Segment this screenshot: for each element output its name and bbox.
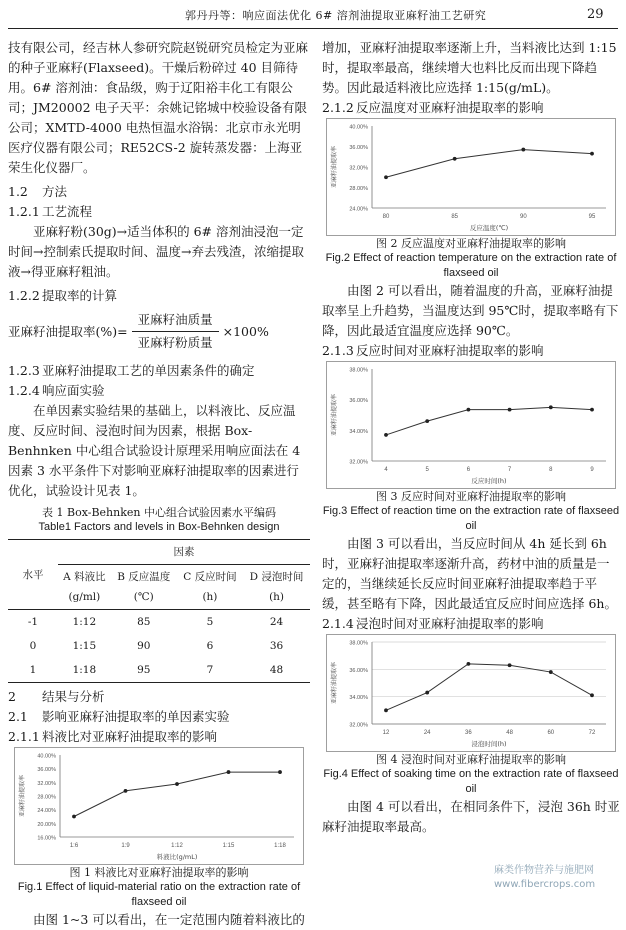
chart-fig4 <box>326 634 616 752</box>
figure-caption <box>8 865 310 910</box>
section-title: 影响亚麻籽油提取率的单因素实验 <box>42 709 230 724</box>
formula-lhs: 亚麻籽油提取率(%)= <box>8 323 128 339</box>
left-column <box>8 36 310 930</box>
y-tick-label: 34.00% <box>349 428 368 435</box>
paragraph: 增加，亚麻籽油提取率逐渐上升，当料液比达到 1:15 时，提取率最高，继续增大也料比反而出现下降趋势。因此最适料液比应选择 1:15(g/mL)。 <box>322 40 617 95</box>
data-point <box>384 175 388 179</box>
figure-caption <box>322 489 620 534</box>
x-tick-label: 1:9 <box>121 843 130 849</box>
section-heading <box>8 707 310 727</box>
y-tick-label: 24.00% <box>37 808 56 815</box>
section-title: 响应面实验 <box>42 383 105 398</box>
section-title: 亚麻籽油提取工艺的单因素条件的确定 <box>42 363 255 378</box>
figure-caption-en: Fig.4 Effect of soaking time on the extraction rate of flaxseed oil <box>323 768 619 795</box>
chart-frame <box>15 748 304 865</box>
section-number: 2.1 <box>8 709 28 724</box>
table-column-header: C 反应时间 (h) <box>183 571 237 603</box>
x-axis-label: 反应时间(h) <box>471 477 507 485</box>
table-row: -1 1:12 85 5 24 <box>27 616 284 628</box>
y-tick-label: 34.00% <box>349 695 368 702</box>
extraction-rate-formula <box>8 310 310 353</box>
data-point <box>384 708 388 712</box>
data-point <box>124 789 128 793</box>
watermark <box>494 864 595 892</box>
formula-fraction <box>132 310 219 353</box>
table-row: 0 1:15 90 6 36 <box>29 640 284 652</box>
page-header <box>0 0 626 30</box>
watermark-line1: 麻类作物营养与施肥网 <box>494 865 594 876</box>
table-row: 1 1:18 95 7 48 <box>8 658 310 683</box>
data-point <box>467 408 471 412</box>
data-point <box>508 663 512 667</box>
y-tick-label: 32.00% <box>349 165 368 172</box>
y-tick-label: 38.00% <box>349 367 368 374</box>
y-axis-label: 亚麻籽油提取率 <box>331 393 338 437</box>
y-axis-label: 亚麻籽油提取率 <box>19 774 26 818</box>
x-tick-label: 95 <box>588 214 596 220</box>
section-title: 料液比对亚麻籽油提取率的影响 <box>42 729 218 744</box>
y-tick-label: 20.00% <box>37 821 56 828</box>
running-title: 郭丹丹等：响应面法优化 6# 溶剂油提取亚麻籽油工艺研究 <box>185 9 487 22</box>
chart-fig2 <box>326 118 616 236</box>
section-number: 1.2.4 <box>8 383 40 398</box>
data-point <box>384 433 388 437</box>
figure-caption-en: Fig.2 Effect of reaction temperature on the extraction rate of flaxseed oil <box>325 252 617 279</box>
x-tick-label: 85 <box>451 214 459 220</box>
section-heading <box>322 614 620 634</box>
y-tick-label: 32.00% <box>349 459 368 466</box>
section-number: 1.2.1 <box>8 204 40 219</box>
data-point <box>508 408 512 412</box>
figure-caption-cn: 图 2 反应温度对亚麻籽油提取率的影响 <box>376 237 566 250</box>
table-column-header: B 反应温度 (℃) <box>117 571 171 603</box>
y-axis-label: 亚麻籽油提取率 <box>331 145 338 189</box>
section-title: 反应时间对亚麻籽油提取率的影响 <box>356 343 544 358</box>
table-caption-cn: 表 1 Box-Behnken 中心组合试验因素水平编码 <box>42 506 276 519</box>
y-tick-label: 32.00% <box>37 780 56 787</box>
section-title: 反应温度对亚麻籽油提取率的影响 <box>356 100 544 115</box>
table-caption <box>8 505 310 535</box>
section-heading <box>322 98 620 118</box>
formula-tail: ×100% <box>222 323 269 339</box>
section-title: 方法 <box>42 184 68 199</box>
y-tick-label: 36.00% <box>349 398 368 405</box>
data-point <box>227 770 231 774</box>
watermark-line2: www.fibercrops.com <box>494 879 596 890</box>
x-tick-label: 72 <box>588 730 596 736</box>
section-number: 1.2.2 <box>8 288 40 303</box>
section-title: 结果与分析 <box>42 689 105 704</box>
data-point <box>175 782 179 786</box>
y-tick-label: 28.00% <box>37 794 56 801</box>
formula-denominator: 亚麻籽粉质量 <box>137 335 213 350</box>
x-tick-label: 36 <box>465 730 472 736</box>
table-column-header: A 料液比 (g/ml) <box>63 571 106 603</box>
section-number: 1.2 <box>8 184 28 199</box>
section-number: 2.1.4 <box>322 616 354 631</box>
data-point <box>590 152 594 156</box>
figure-caption-cn: 图 4 浸泡时间对亚麻籽油提取率的影响 <box>376 753 566 766</box>
figure-caption-en: Fig.1 Effect of liquid-material ratio on the extraction rate of flaxseed oil <box>17 881 301 908</box>
table-column-header: D 浸泡时间 (h) <box>249 571 304 603</box>
paragraph: 由图 3 可以看出，当反应时间从 4h 延长到 6h 时，亚麻籽油提取率逐渐升高，药材中油的质量是一定的，当继续延长反应时间亚麻籽油提取率趋于平缓，甚至略有下降，因此最适宜反应时间应选择 6h。 <box>322 536 617 611</box>
paragraph: 由图 2 可以看出，随着温度的升高，亚麻籽油提取率呈上升趋势，当温度达到 95℃时，提取率略有下降，因此最适宜温度应选择 90℃。 <box>322 283 619 338</box>
right-column <box>322 36 620 837</box>
x-tick-label: 4 <box>384 467 388 473</box>
y-tick-label: 16.00% <box>37 835 56 842</box>
section-heading <box>8 381 310 401</box>
y-tick-label: 28.00% <box>349 186 368 192</box>
x-tick-label: 7 <box>507 467 512 473</box>
section-heading <box>8 202 310 222</box>
y-tick-label: 38.00% <box>349 640 368 647</box>
chart-frame <box>327 362 616 489</box>
section-heading <box>8 286 310 306</box>
section-number: 2.1.2 <box>322 100 354 115</box>
x-tick-label: 24 <box>423 730 431 736</box>
data-point <box>549 670 553 674</box>
data-point <box>425 691 429 695</box>
table-caption-en: Table1 Factors and levels in Box-Behnken design <box>38 521 280 533</box>
section-heading <box>322 341 620 361</box>
y-tick-label: 40.00% <box>349 124 368 131</box>
x-axis-label: 浸泡时间(h) <box>471 740 507 748</box>
section-title: 提取率的计算 <box>42 288 118 303</box>
x-tick-label: 90 <box>519 214 527 220</box>
x-tick-label: 80 <box>382 214 390 220</box>
x-tick-label: 1:6 <box>69 843 79 849</box>
paragraph: 技有限公司，经吉林人参研究院赵锐研究员检定为亚麻的种子亚麻籽(Flaxseed)。干燥后粉碎过 40 目筛待用。6# 溶剂油：食品级，购于辽阳裕丰化工有限公司；JM20002 电子天平：余姚记铭城中校验设备有限公司；XMTD-4000 电热恒温水浴锅：北京市永光明医疗仪器有限公司；RE52CS-2 旋转蒸发器：上海亚荣生化仪器厂。 <box>8 40 309 175</box>
x-tick-label: 12 <box>382 730 390 736</box>
y-tick-label: 40.00% <box>37 753 56 760</box>
paragraph: 亚麻籽粉(30g)→适当体积的 6# 溶剂油浸泡一定时间→控制索氏提取时间、温度→弃去残渣，浓缩提取液→得亚麻籽粗油。 <box>8 224 304 279</box>
x-tick-label: 6 <box>466 467 471 473</box>
factor-level-table <box>8 539 310 683</box>
y-tick-label: 32.00% <box>349 722 368 729</box>
section-number: 1.2.3 <box>8 363 40 378</box>
data-point <box>425 419 429 423</box>
y-tick-label: 36.00% <box>349 667 368 674</box>
x-tick-label: 8 <box>549 467 553 473</box>
data-point <box>453 157 457 161</box>
x-tick-label: 1:15 <box>222 843 235 849</box>
header-rule <box>8 28 618 29</box>
section-heading <box>8 687 310 707</box>
data-point <box>590 408 594 412</box>
data-point <box>521 148 525 152</box>
data-point <box>278 770 282 774</box>
figure-caption <box>322 752 620 797</box>
x-tick-label: 1:12 <box>171 843 183 849</box>
figure-caption <box>322 236 620 281</box>
section-heading <box>8 727 310 747</box>
y-tick-label: 36.00% <box>37 767 56 774</box>
chart-fig1 <box>14 747 304 865</box>
x-tick-label: 9 <box>590 467 594 473</box>
y-axis-label: 亚麻籽油提取率 <box>331 661 338 705</box>
section-number: 2 <box>8 689 16 704</box>
y-tick-label: 24.00% <box>349 206 368 213</box>
paragraph: 由图 1~3 可以看出，在一定范围内随着料液比的 <box>33 912 305 927</box>
table-header-factor: 因素 <box>58 540 310 565</box>
page-number: 29 <box>587 7 604 22</box>
x-tick-label: 60 <box>547 730 555 736</box>
x-tick-label: 48 <box>506 730 513 736</box>
section-number: 2.1.1 <box>8 729 40 744</box>
chart-fig3 <box>326 361 616 489</box>
x-axis-label: 料液比(g/mL) <box>156 853 198 861</box>
chart-frame <box>327 119 616 236</box>
section-heading <box>8 361 310 381</box>
x-tick-label: 1:18 <box>274 843 286 849</box>
section-number: 2.1.3 <box>322 343 354 358</box>
section-heading <box>8 182 310 202</box>
figure-caption-cn: 图 3 反应时间对亚麻籽油提取率的影响 <box>376 490 566 503</box>
x-axis-label: 反应温度(℃) <box>469 224 509 232</box>
figure-caption-en: Fig.3 Effect of reaction time on the extraction rate of flaxseed oil <box>322 505 620 532</box>
paragraph: 由图 4 可以看出，在相同条件下，浸泡 36h 时亚麻籽油提取率最高。 <box>322 799 620 834</box>
data-point <box>590 693 594 697</box>
data-point <box>467 662 471 666</box>
paragraph: 在单因素实验结果的基础上，以料液比、反应温度、反应时间、浸泡时间为因素，根据 Box-Benhnken 中心组合试验设计原理采用响应面法在 4 因素 3 水平条件下对影响亚麻籽油提取率的因素进行优化，试验设计见表 1。 <box>8 403 301 498</box>
data-point <box>72 815 76 819</box>
y-tick-label: 36.00% <box>349 145 368 151</box>
figure-caption-cn: 图 1 料液比对亚麻籽油提取率的影响 <box>69 866 249 879</box>
section-title: 浸泡时间对亚麻籽油提取率的影响 <box>356 616 544 631</box>
x-tick-label: 5 <box>425 467 429 473</box>
table-header-level: 水平 <box>8 540 58 610</box>
formula-numerator: 亚麻籽油质量 <box>132 310 219 332</box>
data-point <box>549 405 553 409</box>
section-title: 工艺流程 <box>42 204 93 219</box>
